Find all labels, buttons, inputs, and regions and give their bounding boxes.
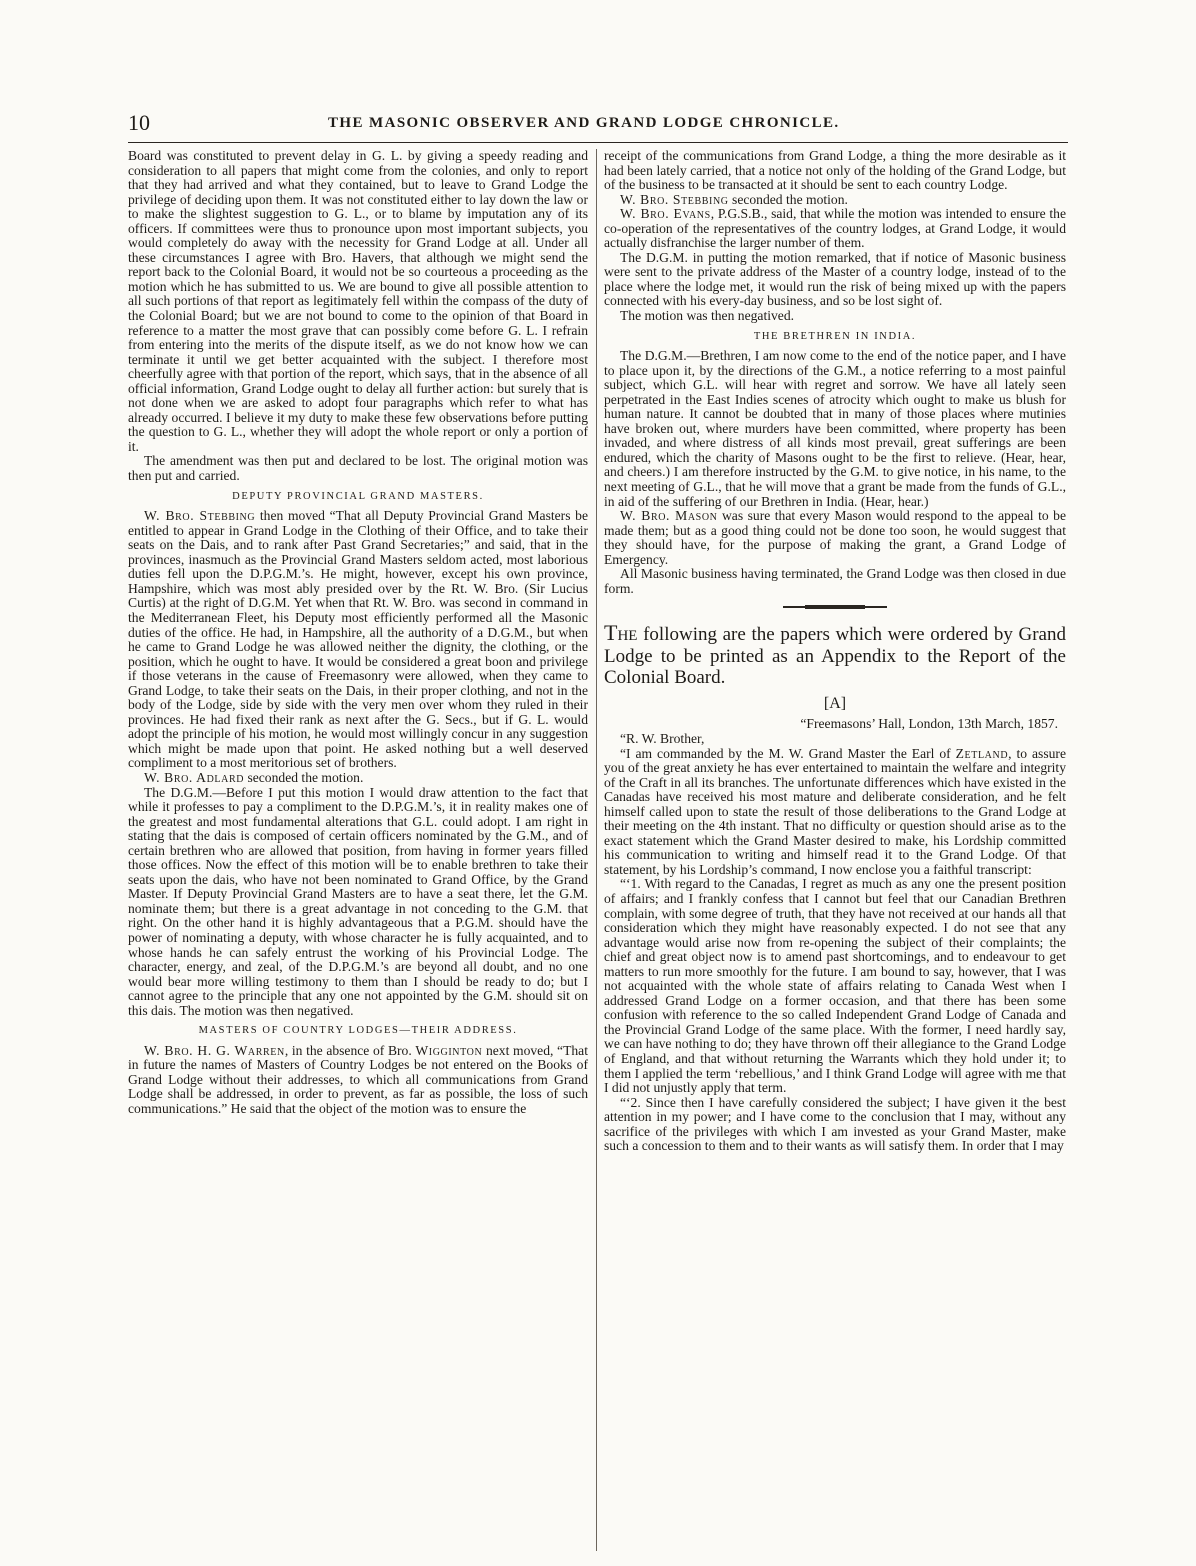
section-heading: DEPUTY PROVINCIAL GRAND MASTERS. [232, 490, 484, 502]
page-header [128, 110, 1068, 144]
initial: The [604, 620, 638, 646]
appendix-intro [604, 622, 1066, 689]
column-divider [596, 149, 597, 1551]
paragraph [604, 193, 1066, 208]
paragraph: The D.G.M. in putting the motion remarked, that if notice of Masonic business were sent to the private address of the Master of a country lodge, instead of to the place where the lodge met, it would run the risk of being mixed up with the papers connected with his every-day business, and so be lost sight of. [604, 249, 1066, 309]
speaker-name: W. Bro. Evans [620, 206, 711, 222]
speaker-name: W. Bro. Adlard [144, 769, 245, 785]
appendix-mark: [A] [823, 694, 847, 712]
speaker-name: Wigginton [415, 1042, 483, 1058]
paragraph: The D.G.M.—Before I put this motion I would draw attention to the fact that while it professes to pay a compliment to the D.P.G.M.’s, it in reality makes one of the greatest and most fundamental alterations that G.L. could adopt. I am right in stating that the dais is composed of certain officers nominated by the G.M., and of certain brethren who are allowed that position, from having in former years filled those offices. Now the effect of this motion will be to enable brethren to take their seats upon the dais, who have not been nominated to Grand Office, by the Grand Master. If Deputy Provincial Grand Masters are to have a seat there, let the G.M. nominate them; but there is a great advantage in not conceding to the G.M. that right. On the other hand it is highly advantageous that a P.G.M. should have the power of nominating a deputy, with whose character he is fully acquainted, and to whose hands he can safely entrust the working of his Provincial Lodge. The character, energy, and zeal, of the D.P.G.M.’s are beyond all doubt, and no one would bear more willing testimony to them than I should be ready to do; but I cannot agree to the principle that any one not appointed by the G.M. should sit on this dais. The motion was then negatived. [128, 784, 588, 1018]
header-rule [128, 142, 1068, 143]
speaker-name: W. Bro. Stebbing [144, 508, 256, 524]
paragraph: The amendment was then put and declared to be lost. The original motion was then put and carried. [128, 453, 588, 484]
paragraph-text: was sure that every Mason would respond to the appeal to be made them; but as a good thing could not be done too soon, he would suggest that they should have, for the purpose of making the grant, a Grand Lodge of Emergency. [604, 508, 1066, 567]
speaker-name: W. Bro. H. G. Warren [144, 1042, 285, 1058]
speaker-name: Zetland [955, 745, 1009, 761]
paragraph-text: then moved “That all Deputy Provincial Grand Masters be entitled to appear in Grand Lodge in the Clothing of their Office, and to take their seats on the Dais, and to rank after Past Grand Secretaries;” and said, that in the provinces, inasmuch as the Provincial Grand Masters seldom acted, most laborious duties fell upon the D.P.G.M.’s. He might, however, except his own province, Hampshire, which was most ably presided over by the Rt. W. Bro. (Sir Lucius Curtis) at the right of D.G.M. Yet when that Rt. W. Bro. was second in command in the Mediterranean Fleet, his Deputy most efficiently performed all the Masonic duties of the office. He had, in Hampshire, all the authority of a D.G.M., but when he came to Grand Lodge he was allowed neither the dignity, the clothing, or the position, which he ought to have. It would be considered a great boon and privilege if those veterans in the cause of Freemasonry were allowed, when they came to Grand Lodge, to take their seats on the Dais, in their proper clothing, and not in the body of the Lodge, side by side with the very men over whom they ruled in their provinces. He had fixed their rank as next after the G. Secs., but if G. L. would adopt the principle of his motion, he would most willingly concur in any suggestion which might be made upon that point. He asked nothing but a well deserved compliment to a most meritorious set of brothers. [128, 508, 588, 771]
letter-salutation: “R. W. Brother, [620, 731, 705, 746]
paragraph-text: next moved, “That in future the names of Masters of Country Lodges be not entered on the Books of Grand Lodge without their addresses, to which all communications from Grand Lodge shall be addressed, in order to prevent, as far as possible, the loss of such communications.” He said that the object of the motion was to ensure the [128, 1042, 588, 1116]
paragraph-text: seconded the motion. [728, 191, 848, 207]
paragraph: The motion was then negatived. [620, 308, 795, 324]
paragraph: Board was constituted to prevent delay in G. L. by giving a speedy reading and consideration to all papers that might come from the colonies, and only to report that they had arrived and what they contained, but to leave to Grand Lodge the privilege of deciding upon them. It was not constituted either to lay down the law or to make the slightest suggestion to G. L., or to blame by imputation any of its officers. If committees were thus to pronounce upon most important subjects, you would completely do away with the necessity for Grand Lodge at all. Under all these circumstances I agree with Bro. Havers, that although we might send the report back to the Colonial Board, it would not be so courteous a proceeding as the motion which he has submitted to us. We are bound to give all possible attention to all such portions of that report as legitimately fell within the compass of the duty of the Colonial Board; but we are not bound to come to the opinion of that Board in reference to a matter the most grave that can possibly come before G. L. I refrain from entering into the merits of the dispute itself, as we do not know how we can terminate it until we get better acquainted with the subject. I therefore most cheerfully agree with that portion of the report, which says, that in the absence of all official information, Grand Lodge ought to delay all further action: but surely that is not done when we are asked to adopt four paragraphs which refer to what has already occurred. I believe it my duty to make these few observations before putting the question to G. L., whether they will adopt the whole report or only a portion of it. [128, 148, 588, 454]
paragraph-text: , to assure you of the great anxiety he has ever entertained to maintain the welfare and integrity of the Craft in all its branches. The unfortunate differences which have existed in the Canadas have received his most mature and deliberate consideration, and he felt himself called upon to state the result of those deliberations to the Grand Lodge at their meeting on the 4th instant. That no difficulty or question should arise as to the exact statement which the Grand Master desired to make, his Lordship committed his communication to writing and himself read it to the Grand Lodge. Of that statement, by his Lordship’s command, I now enclose you a faithful transcript: [604, 745, 1066, 877]
paragraph: receipt of the communications from Grand Lodge, a thing the more desirable as it had been lately carried, that a notice not only of the holding of the Grand Lodge, but of the business to be transacted at it should be sent to each country Lodge. [604, 148, 1066, 193]
paragraph-text: seconded the motion. [244, 769, 364, 785]
paragraph: The D.G.M.—Brethren, I am now come to the end of the notice paper, and I have to place upon it, by the directions of the G.M., a notice referring to a most painful subject, which G.L. will hear with regret and sorrow. We have all lately seen perpetrated in the East Indies scenes of atrocity which ought to make us blush for human nature. It cannot be doubted that in many of those places where mutinies have broken out, where murders have been committed, where property has been invaded, and where distress of all kinds most prevail, great sufferings are been endured, which the charity of Masons ought to be the first to relieve. (Hear, hear, and cheers.) I am therefore instructed by the G.M. to give notice, in his name, to the next meeting of G.L., that he will move that a grant be made from the funds of G.L., in aid of the suffering of our Brethren in India. (Hear, hear.) [604, 348, 1066, 509]
right-column [604, 149, 1066, 1154]
paragraph-text: , P.G.S.B., said, that while the motion was intended to ensure the co-operation of the representatives of the country lodges, at Grand Lodge, it would actually disfranchise the larger number of them. [604, 206, 1066, 251]
speaker-name: W. Bro. Stebbing [620, 191, 729, 207]
paragraph [128, 509, 588, 771]
paragraph: All Masonic business having terminated, the Grand Lodge was then closed in due form. [604, 566, 1066, 596]
appendix-intro-text: following are the papers which were ordered by Grand Lodge to be printed as an Appendix to the Report of the Colonial Board. [604, 624, 1066, 689]
ornament-divider [775, 604, 895, 610]
paragraph [128, 771, 588, 786]
paragraph: “‘2. Since then I have carefully considered the subject; I have given it the best attention in my power; and I have come to the conclusion that I may, without any sacrifice of the privileges with which I am invested as your Grand Master, make such a concession to them and to their wants as will satisfy them. In order that I may [604, 1094, 1066, 1154]
page-number: 10 [128, 110, 150, 135]
section-heading: MASTERS OF COUNTRY LODGES—THEIR ADDRESS. [198, 1025, 518, 1037]
left-column [128, 149, 588, 1117]
paragraph [604, 509, 1066, 567]
paragraph-text: “I am commanded by the M. W. Grand Master the Earl of [620, 745, 956, 761]
paragraph [604, 207, 1066, 251]
speaker-name: W. Bro. Mason [620, 508, 718, 524]
paragraph-text: , in the absence of Bro. [284, 1042, 416, 1058]
paragraph [604, 747, 1066, 878]
paragraph [128, 1044, 588, 1117]
running-title: THE MASONIC OBSERVER AND GRAND LODGE CHRONICLE. [328, 115, 840, 131]
letter-dateline: “Freemasons’ Hall, London, 13th March, 1857. [800, 716, 1058, 732]
section-heading: THE BRETHREN IN INDIA. [753, 330, 917, 342]
paragraph: “‘1. With regard to the Canadas, I regret as much as any one the present position of affairs; and I frankly confess that I cannot but feel that our Canadian Brethren complain, with some degree of truth, that they have not received at our hands all that consideration which they might have reasonably expected. I do not see that any advantage would arise now from re-opening the subject of their complaints; the chief and great object now is to amend past shortcomings, and to endeavour to get matters to run more smoothly for the future. I am bound to say, however, that I was not acquainted with the whole state of affairs relating to Canada West when I addressed Grand Lodge on a former occasion, and that there has been some confusion with reference to the so called Independent Grand Lodge of Canada and the Provincial Grand Lodge of the same place. With the former, I need hardly say, we can have nothing to do; they have thrown off their allegiance to the Grand Lodge of England, and that without returning the Warrants which they hold under it; to them I applied the term ‘rebellious,’ and I think Grand Lodge will agree with me that I did not unjustly apply that term. [604, 876, 1066, 1096]
